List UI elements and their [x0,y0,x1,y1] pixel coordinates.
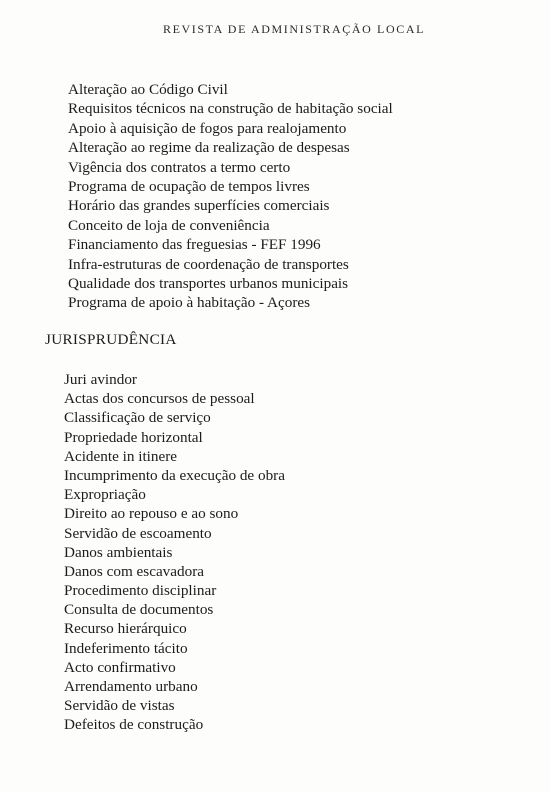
list-item: Consulta de documentos [64,601,214,619]
list-item: Acidente in itinere [64,447,178,465]
list-item: Financiamento das freguesias - FEF 1996 [68,236,321,254]
list-item: Recurso hierárquico [64,620,187,638]
list-item: Actas dos concursos de pessoal [64,390,255,408]
list-item: Programa de apoio à habitação - Açores [68,294,311,312]
list-item: Classificação de serviço [64,409,211,427]
list-item: Arrendamento urbano [64,678,198,695]
list-item: Danos com escavadora [64,562,205,580]
list-item: Indeferimento tácito [64,639,188,657]
section-heading-jurisprudencia: JURISPRUDÊNCIA [45,331,177,348]
list-item: Juri avindor [64,371,137,388]
list-item: Servidão de vistas [64,697,175,715]
list-item: Acto confirmativo [64,658,176,676]
list-item: Propriedade horizontal [64,428,203,446]
list-item: Direito ao repouso e ao sono [64,505,239,523]
list-item: Requisitos técnicos na construção de habitação social [68,100,393,118]
list-item: Alteração ao Código Civil [68,81,228,98]
list-item: Incumprimento da execução de obra [64,466,285,484]
list-item: Infra-estruturas de coordenação de transportes [68,255,349,273]
list-item: Programa de ocupação de tempos livres [68,177,310,195]
list-item: Expropriação [64,486,146,504]
list-item: Qualidade dos transportes urbanos municipais [68,274,349,292]
list-item: Procedimento disciplinar [64,582,217,600]
list-item: Servidão de escoamento [64,524,212,542]
legislation-list [68,80,393,313]
list-item: Alteração ao regime da realização de despesas [68,139,350,157]
list-item: Horário das grandes superfícies comerciais [68,197,330,215]
list-item: Apoio à aquisição de fogos para realojamento [68,119,347,137]
running-header: REVISTA DE ADMINISTRAÇÃO LOCAL [162,22,426,36]
list-item: Conceito de loja de conveniência [68,216,270,234]
list-item: Danos ambientais [64,543,173,561]
list-item: Defeitos de construção [64,716,204,734]
list-item: Vigência dos contratos a termo certo [68,158,291,176]
jurisprudence-list [64,370,285,735]
